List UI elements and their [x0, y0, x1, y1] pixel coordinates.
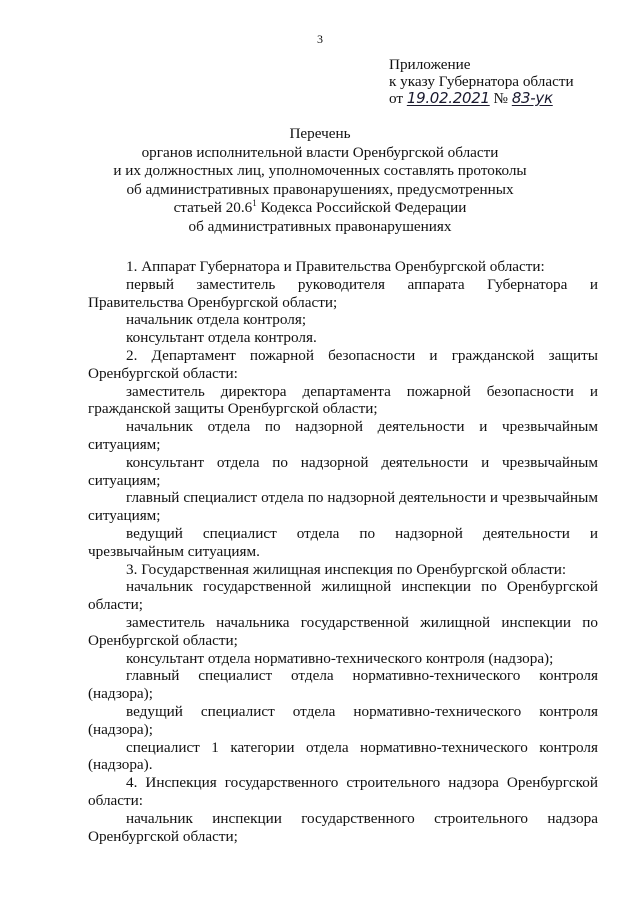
list-item: специалист 1 категории отдела нормативно-технического контроля (надзора). [88, 738, 598, 774]
list-item: главный специалист отдела нормативно-технического контроля (надзора); [88, 667, 598, 703]
heading-line-article [80, 199, 560, 218]
heading-line: органов исполнительной власти Оренбургской области [141, 143, 499, 161]
list-item: ведущий специалист отдела по надзорной деятельности и чрезвычайным ситуациям. [88, 524, 598, 560]
heading-code-text: Кодекса Российской Федерации [256, 199, 467, 217]
list-item: консультант отдела нормативно-технического контроля (надзора); [126, 649, 554, 667]
list-item: начальник отдела по надзорной деятельности и чрезвычайным ситуациям; [88, 418, 598, 453]
heading-line: об административных правонарушениях [188, 217, 452, 235]
appendix-title: Приложение [389, 56, 471, 73]
section-heading: 3. Государственная жилищная инспекция по Оренбургской области: [126, 560, 567, 578]
heading-line: об административных правонарушениях, предусмотренных [126, 180, 514, 198]
appendix-date-line [389, 90, 574, 107]
appendix-decree-ref: к указу Губернатора области [389, 73, 574, 90]
list-item: главный специалист отдела по надзорной деятельности и чрезвычайным ситуациям; [88, 489, 598, 525]
list-item: ведущий специалист отдела нормативно-технического контроля (надзора); [88, 702, 598, 738]
list-item: первый заместитель руководителя аппарата Губернатора и Правительства Оренбургской области; [88, 275, 598, 311]
list-item: начальник отдела контроля; [126, 311, 307, 329]
handwritten-number: 83-ук [511, 89, 553, 107]
section-heading: 1. Аппарат Губернатора и Правительства Оренбургской области: [126, 258, 545, 275]
heading-article-superscript: 1 [252, 198, 257, 209]
heading-line: и их должностных лиц, уполномоченных составлять протоколы [113, 162, 527, 180]
document-heading [80, 125, 560, 237]
section-heading: 2. Департамент пожарной безопасности и гражданской защиты Оренбургской области: [88, 346, 598, 382]
list-item: начальник государственной жилищной инспекции по Оренбургской области; [88, 578, 598, 614]
list-item: заместитель директора департамента пожарной безопасности и гражданской защиты Оренбургской области; [88, 382, 598, 418]
list-item: начальник инспекции государственного строительного надзора Оренбургской области; [88, 809, 598, 845]
document-body [88, 258, 598, 845]
list-item: заместитель начальника государственной жилищной инспекции по Оренбургской области; [88, 613, 598, 649]
appendix-from-label: от [389, 90, 404, 107]
appendix-block [389, 56, 574, 107]
appendix-number-label: № [493, 90, 509, 107]
page-number: 3 [317, 32, 323, 46]
section-heading: 4. Инспекция государственного строительного надзора Оренбургской области: [88, 774, 598, 809]
list-item: консультант отдела контроля. [126, 329, 317, 347]
handwritten-date: 19.02.2021 [406, 89, 490, 107]
heading-title: Перечень [289, 125, 351, 142]
heading-article-text: статьей 20.6 [173, 199, 253, 217]
list-item: консультант отдела по надзорной деятельности и чрезвычайным ситуациям; [88, 453, 598, 489]
